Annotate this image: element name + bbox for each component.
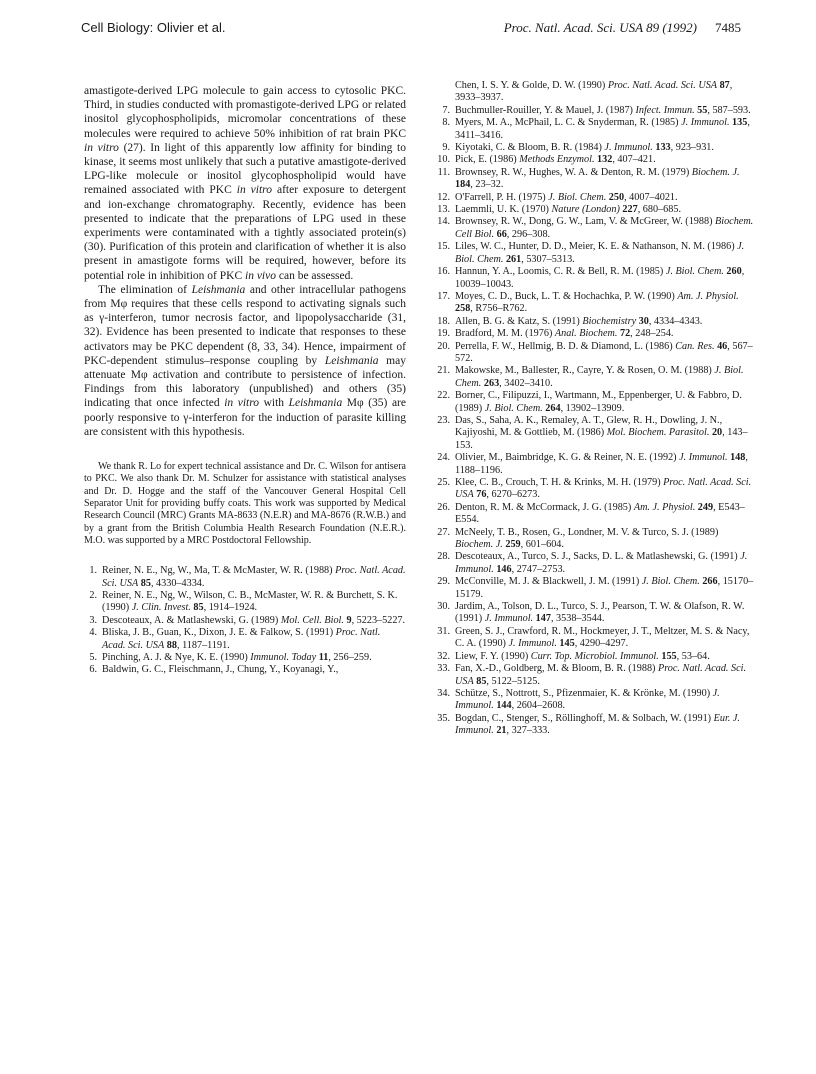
reference-text: Allen, B. G. & Katz, S. (1991) Biochemistry 30, 4334–4343.	[455, 315, 703, 327]
reference-item	[437, 390, 759, 415]
acknowledgment: We thank R. Lo for expert technical assistance and Dr. C. Wilson for antisera to PKC. We also thank Dr. M. Schulzer for assistance with statistical analyses and Dr. D. Hogge and the staff of the Vancouver General Hospital Cell Separator Unit for providing buffy coats. This work was supported by Medical Research Council (MRC) Grants MA-8633 (N.E.R) and MA-8676 (R.W.B.) and by a grant from the British Columbia Health Research Foundation (N.E.R.). M.O. was supported by a MRC Postdoctoral Fellowship.	[84, 461, 406, 546]
reference-item	[437, 663, 759, 688]
reference-text: McConville, M. J. & Blackwell, J. M. (1991) J. Biol. Chem. 266, 15170–15179.	[455, 576, 754, 600]
reference-item	[437, 105, 759, 117]
reference-item	[437, 328, 759, 340]
reference-list-left	[84, 565, 406, 677]
reference-text: Klee, C. B., Crouch, T. H. & Krinks, M. H. (1979) Proc. Natl. Acad. Sci. USA 76, 6270–6273.	[455, 477, 752, 501]
reference-item	[437, 266, 759, 291]
left-column	[84, 84, 406, 677]
body-paragraph-1: amastigote-derived LPG molecule to gain access to cytosolic PKC. Third, in studies conducted with promastigote-derived LPG or related inositol glycophospholipids, micromolar concentrations of these molecules were required to achieve 50% inhibition of rat brain PKC in vitro (27). In light of this apparently low affinity for binding to kinase, it seems most unlikely that such a putative amastigote-derived LPG-like molecule or inositol glycophospholipid would have remained associated with PKC in vitro after exposure to detergent and ion-exchange chromatography. Recently, evidence has been presented to indicate that the preparations of LPG used in these experiments were contaminated with a tightly associated protein(s) (30). Purification of this protein and clarification of whether it is also present in amastigote forms will be required, however, before its potential role in inhibition of PKC in vivo can be assessed.	[84, 85, 406, 282]
reference-number: 20.	[437, 340, 450, 352]
reference-6-continuation: Chen, I. S. Y. & Golde, D. W. (1990) Proc. Natl. Acad. Sci. USA 87, 3933–3937.	[455, 80, 733, 104]
reference-item	[437, 576, 759, 601]
reference-text: Liew, F. Y. (1990) Curr. Top. Microbiol. Immunol. 155, 53–64.	[455, 650, 710, 662]
reference-item	[84, 565, 406, 590]
reference-number: 32.	[437, 650, 450, 662]
reference-number: 25.	[437, 477, 450, 488]
reference-item	[437, 204, 759, 216]
reference-number: 14.	[437, 216, 450, 228]
reference-text: Descoteaux, A., Turco, S. J., Sacks, D. L. & Matlashewski, G. (1991) J. Immunol. 146, 2747–2753.	[455, 551, 748, 575]
reference-text: Bradford, M. M. (1976) Anal. Biochem. 72, 248–254.	[455, 328, 674, 340]
reference-number: 1.	[89, 565, 97, 577]
reference-text: Bliska, J. B., Guan, K., Dixon, J. E. & Falkow, S. (1991) Proc. Natl. Acad. Sci. USA 88, 1187–1191.	[102, 627, 381, 651]
reference-text: Kiyotaki, C. & Bloom, B. R. (1984) J. Immunol. 133, 923–931.	[455, 142, 714, 154]
reference-item	[437, 551, 759, 576]
reference-text: Laemmli, U. K. (1970) Nature (London) 227, 680–685.	[455, 204, 681, 216]
header-journal-info	[504, 20, 741, 36]
reference-text: Perrella, F. W., Hellmig, B. D. & Diamond, L. (1986) Can. Res. 46, 567–572.	[455, 340, 753, 364]
reference-item	[437, 651, 759, 663]
reference-number: 31.	[437, 625, 450, 637]
reference-number: 6.	[89, 664, 97, 676]
reference-item	[437, 316, 759, 328]
body-paragraph-2: The elimination of Leishmania and other intracellular pathogens from Mφ requires that these cells respond to activating signals such as γ-interferon, tumor necrosis factor, and lipopolysaccharide (31, 32). Evidence has been presented to indicate that responses to these activators may be PKC dependent (8, 33, 34). Hence, impairment of PKC-dependent stimulus–response coupling by Leishmania may attenuate Mφ activation and contribute to persistence of infection. Findings from this laboratory (unpublished) and others (35) indicating that once infected in vitro with Leishmania Mφ (35) are poorly responsive to γ-interferon for the induction of parasite killing are consistent with this hypothesis.	[84, 283, 407, 438]
reference-number: 15.	[437, 241, 450, 253]
reference-number: 3.	[89, 614, 97, 626]
reference-text: O'Farrell, P. H. (1975) J. Biol. Chem. 250, 4007–4021.	[455, 191, 678, 203]
reference-text: Bogdan, C., Stenger, S., Röllinghoff, M. & Solbach, W. (1991) Eur. J. Immunol. 21, 327–333.	[455, 712, 740, 737]
reference-number: 35.	[437, 712, 450, 724]
reference-item	[84, 652, 406, 664]
reference-item	[437, 291, 759, 316]
reference-number: 9.	[442, 142, 450, 154]
reference-number: 21.	[437, 365, 450, 377]
reference-item	[437, 527, 759, 552]
reference-number: 2.	[89, 589, 97, 601]
reference-text: Das, S., Saha, A. K., Remaley, A. T., Glew, R. H., Dowling, J. N., Kajiyoshi, M. & Gottlieb, M. (1986) Mol. Biochem. Parasitol. 20, 143–153.	[455, 414, 748, 451]
reference-item	[437, 142, 759, 154]
reference-text: Reiner, N. E., Ng, W., Ma, T. & McMaster, W. R. (1988) Proc. Natl. Acad. Sci. USA 85, 4330–4334.	[102, 565, 406, 589]
reference-text: Descoteaux, A. & Matlashewski, G. (1989) Mol. Cell. Biol. 9, 5223–5227.	[102, 614, 406, 626]
reference-text: Pick, E. (1986) Methods Enzymol. 132, 407–421.	[455, 154, 656, 166]
reference-number: 30.	[437, 601, 450, 613]
reference-text: Olivier, M., Baimbridge, K. G. & Reiner, N. E. (1992) J. Immunol. 148, 1188–1196.	[455, 452, 748, 476]
reference-item	[437, 154, 759, 166]
reference-item	[84, 590, 406, 615]
reference-text: Myers, M. A., McPhail, L. C. & Snyderman, R. (1985) J. Immunol. 135, 3411–3416.	[455, 117, 750, 141]
reference-item	[437, 415, 759, 452]
reference-text: Brownsey, R. W., Dong, G. W., Lam, V. & McGreer, W. (1988) Biochem. Cell Biol. 66, 296–308.	[455, 216, 754, 240]
reference-text: Borner, C., Filipuzzi, I., Wartmann, M., Eppenberger, U. & Fabbro, D. (1989) J. Biol. Chem. 264, 13902–13909.	[455, 390, 742, 414]
reference-item	[437, 167, 759, 192]
reference-item	[437, 452, 759, 477]
reference-item	[437, 241, 759, 266]
reference-item	[437, 192, 759, 204]
reference-item	[84, 627, 406, 652]
reference-text: Baldwin, G. C., Fleischmann, J., Chung, Y., Koyanagi, Y.,	[102, 664, 339, 676]
reference-text: Green, S. J., Crawford, R. M., Hockmeyer, J. T., Meltzer, M. S. & Nacy, C. A. (1990) J. Immunol. 145, 4290–4297.	[455, 625, 750, 650]
reference-item	[437, 216, 759, 241]
reference-text: Reiner, N. E., Ng, W., Wilson, C. B., McMaster, W. R. & Burchett, S. K. (1990) J. Clin. Invest. 85, 1914–1924.	[102, 589, 398, 614]
reference-text: Schütze, S., Nottrott, S., Pfizenmaier, K. & Krönke, M. (1990) J. Immunol. 144, 2604–2608.	[455, 687, 720, 712]
reference-item	[437, 626, 759, 651]
reference-number: 23.	[437, 414, 450, 426]
reference-item	[437, 713, 759, 738]
reference-text: Makowske, M., Ballester, R., Cayre, Y. & Rosen, O. M. (1988) J. Biol. Chem. 263, 3402–3410.	[455, 365, 744, 389]
reference-number: 24.	[437, 452, 450, 464]
reference-text: Hannun, Y. A., Loomis, C. R. & Bell, R. M. (1985) J. Biol. Chem. 260, 10039–10043.	[455, 266, 745, 290]
header-section-author: Cell Biology: Olivier et al.	[81, 20, 226, 35]
reference-item	[437, 117, 759, 142]
reference-number: 27.	[437, 526, 450, 538]
reference-number: 8.	[442, 117, 450, 129]
reference-number: 28.	[437, 551, 450, 563]
reference-number: 17.	[437, 290, 450, 302]
reference-text: Liles, W. C., Hunter, D. D., Meier, K. E. & Nathanson, N. M. (1986) J. Biol. Chem. 261, 5307–5313.	[455, 241, 745, 265]
reference-number: 13.	[437, 204, 450, 216]
running-header	[81, 20, 741, 40]
reference-item	[437, 688, 759, 713]
reference-item	[84, 615, 406, 627]
right-column	[437, 80, 759, 738]
reference-text: Moyes, C. D., Buck, L. T. & Hochachka, P. W. (1990) Am. J. Physiol. 258, R756–R762.	[455, 290, 739, 315]
reference-text: Jardim, A., Tolson, D. L., Turco, S. J., Pearson, T. W. & Olafson, R. W. (1991) J. Immunol. 147, 3538–3544.	[455, 601, 745, 625]
reference-number: 7.	[442, 104, 450, 116]
body-text	[84, 84, 406, 439]
reference-item	[437, 477, 759, 502]
reference-number: 29.	[437, 576, 450, 588]
reference-text: Brownsey, R. W., Hughes, W. A. & Denton, R. M. (1979) Biochem. J. 184, 23–32.	[455, 166, 740, 191]
reference-list-right	[437, 105, 759, 738]
reference-number: 11.	[437, 166, 450, 178]
reference-number: 26.	[437, 501, 450, 513]
reference-number: 22.	[437, 390, 450, 402]
reference-number: 10.	[437, 154, 450, 166]
reference-number: 4.	[89, 627, 97, 639]
reference-number: 12.	[437, 191, 450, 203]
reference-item	[437, 365, 759, 390]
page-number: 7485	[715, 20, 741, 35]
reference-item	[437, 341, 759, 366]
header-journal: Proc. Natl. Acad. Sci. USA 89 (1992)	[503, 20, 697, 35]
reference-text: Pinching, A. J. & Nye, K. E. (1990) Immunol. Today 11, 256–259.	[102, 652, 372, 663]
reference-number: 5.	[89, 652, 97, 663]
reference-text: McNeely, T. B., Rosen, G., Londner, M. V. & Turco, S. J. (1989) Biochem. J. 259, 601–604.	[455, 526, 719, 551]
reference-item	[437, 502, 759, 527]
reference-text: Fan, X.-D., Goldberg, M. & Bloom, B. R. (1988) Proc. Natl. Acad. Sci. USA 85, 5122–5125.	[455, 663, 746, 687]
reference-text: Denton, R. M. & McCormack, J. G. (1985) Am. J. Physiol. 249, E543–E554.	[455, 501, 745, 526]
reference-text: Buchmuller-Rouiller, Y. & Mauel, J. (1987) Infect. Immun. 55, 587–593.	[455, 104, 751, 116]
reference-number: 34.	[437, 687, 450, 699]
reference-item	[84, 664, 406, 676]
reference-item	[437, 601, 759, 626]
reference-number: 33.	[437, 663, 450, 675]
reference-number: 18.	[437, 315, 450, 327]
reference-number: 19.	[437, 328, 450, 340]
reference-number: 16.	[437, 266, 450, 278]
